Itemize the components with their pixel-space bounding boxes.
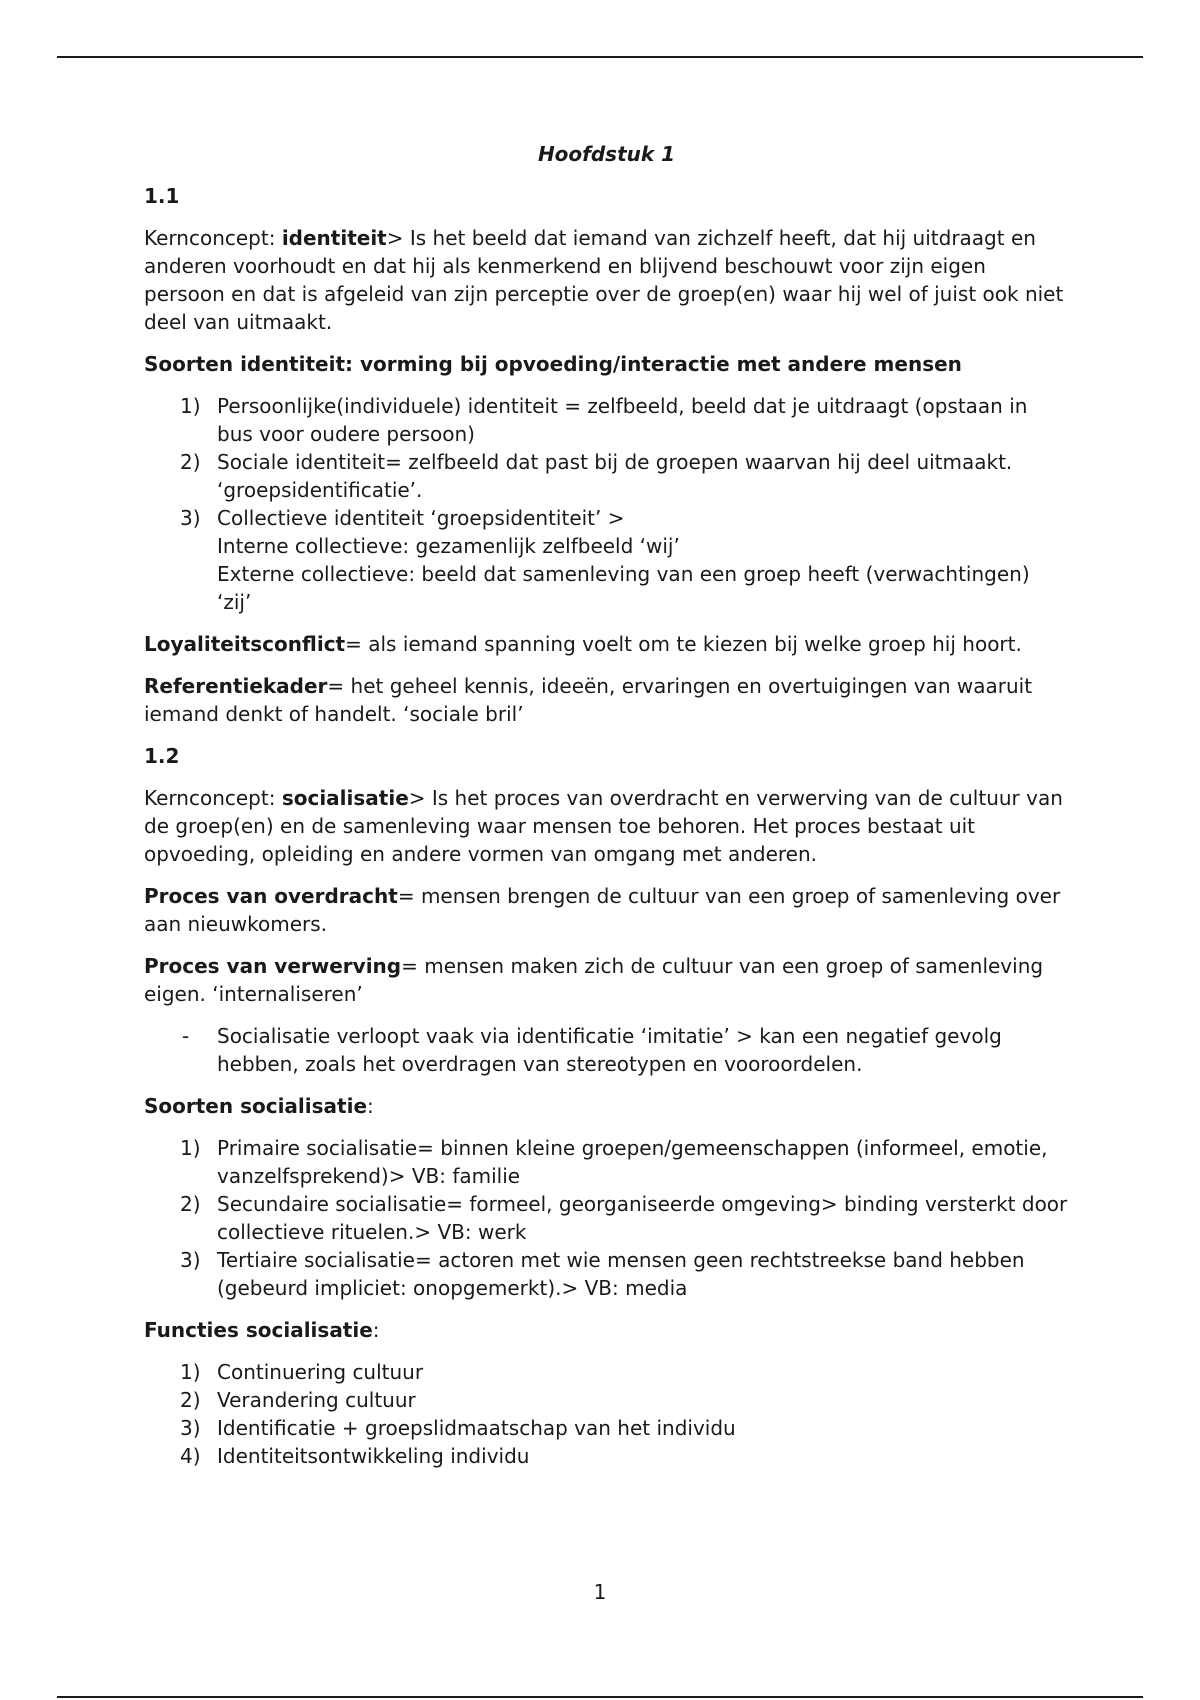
list-item: 3) Identificatie + groepslidmaatschap van het individu bbox=[180, 1416, 736, 1440]
list-item: - Socialisatie verloopt vaak via identificatie ‘imitatie’ > kan een negatief gevolg hebben, zoals het overdragen van stereotypen en vooroordelen. bbox=[182, 1024, 1002, 1076]
functies-socialisatie-list bbox=[144, 1358, 1069, 1470]
dash-bullet: - bbox=[182, 1024, 190, 1048]
soorten-identiteit-list bbox=[144, 392, 1069, 616]
page-number: 1 bbox=[593, 1580, 607, 1604]
sub-line-interne: Interne collectieve: gezamenlijk zelfbeeld ‘wij’ bbox=[217, 534, 680, 558]
list-item: 2) Secundaire socialisatie= formeel, georganiseerde omgeving> binding versterkt door collectieve rituelen.> VB: werk bbox=[180, 1192, 1068, 1244]
document-body bbox=[144, 140, 1069, 1484]
proces-verwerving-definition: Proces van verwerving= mensen maken zich de cultuur van een groep of samenleving eigen. ‘internaliseren’ bbox=[144, 954, 1044, 1006]
list-item: 1) Continuering cultuur bbox=[180, 1360, 424, 1384]
list-item: 2) Sociale identiteit= zelfbeeld dat past bij de groepen waarvan hij deel uitmaakt. ‘groepsidentificatie’. bbox=[180, 450, 1013, 502]
list-item: 1) Primaire socialisatie= binnen kleine groepen/gemeenschappen (informeel, emotie, vanzelfsprekend)> VB: familie bbox=[180, 1136, 1048, 1188]
list-item: 2) Verandering cultuur bbox=[180, 1388, 416, 1412]
soorten-identiteit-heading: Soorten identiteit: vorming bij opvoeding/interactie met andere mensen bbox=[144, 352, 962, 376]
chapter-title: Hoofdstuk 1 bbox=[537, 142, 676, 166]
identificatie-bullet-list bbox=[144, 1022, 1069, 1078]
soorten-socialisatie-list bbox=[144, 1134, 1069, 1302]
list-item: 3) Collectieve identiteit ‘groepsidentiteit’ > Interne collectieve: gezamenlijk zelfbeeld ‘wij’ Externe collectieve: beeld dat samenleving van een groep heeft (verwachtingen) ‘zij’ bbox=[144, 504, 1069, 616]
list-item: 4) Identiteitsontwikkeling individu bbox=[180, 1444, 530, 1468]
proces-overdracht-definition: Proces van overdracht= mensen brengen de cultuur van een groep of samenleving over aan nieuwkomers. bbox=[144, 884, 1061, 936]
section-heading-1-2: 1.2 bbox=[144, 744, 180, 768]
footer-rule bbox=[57, 1696, 1143, 1698]
kernconcept-socialisatie: Kernconcept: socialisatie> Is het proces van overdracht en verwerving van de cultuur van de groep(en) en de samenleving waar mensen toe behoren. Het proces bestaat uit opvoeding, opleiding en andere vormen van omgang met anderen. bbox=[144, 786, 1063, 866]
referentiekader-definition: Referentiekader= het geheel kennis, ideeën, ervaringen en overtuigingen van waaruit iemand denkt of handelt. ‘sociale bril’ bbox=[144, 674, 1033, 726]
loyaliteitsconflict-definition: Loyaliteitsconflict= als iemand spanning voelt om te kiezen bij welke groep hij hoort. bbox=[144, 632, 1022, 656]
list-item: 1) Persoonlijke(individuele) identiteit = zelfbeeld, beeld dat je uitdraagt (opstaan in bus voor oudere persoon) bbox=[180, 394, 1028, 446]
section-heading-1-1: 1.1 bbox=[144, 184, 180, 208]
sub-line-externe: Externe collectieve: beeld dat samenleving van een groep heeft (verwachtingen) ‘zij’ bbox=[217, 562, 1030, 614]
soorten-socialisatie-heading: Soorten socialisatie: bbox=[144, 1094, 374, 1118]
kernconcept-identiteit: Kernconcept: identiteit> Is het beeld dat iemand van zichzelf heeft, dat hij uitdraagt en anderen voorhoudt en dat hij als kenmerkend en blijvend beschouwt voor zijn eigen persoon en dat is afgeleid van zijn perceptie over de groep(en) waar hij wel of juist ook niet deel van uitmaakt. bbox=[144, 226, 1064, 334]
header-rule bbox=[57, 56, 1143, 58]
list-item: 3) Tertiaire socialisatie= actoren met wie mensen geen rechtstreekse band hebben (gebeurd impliciet: onopgemerkt).> VB: media bbox=[180, 1248, 1025, 1300]
functies-socialisatie-heading: Functies socialisatie: bbox=[144, 1318, 380, 1342]
